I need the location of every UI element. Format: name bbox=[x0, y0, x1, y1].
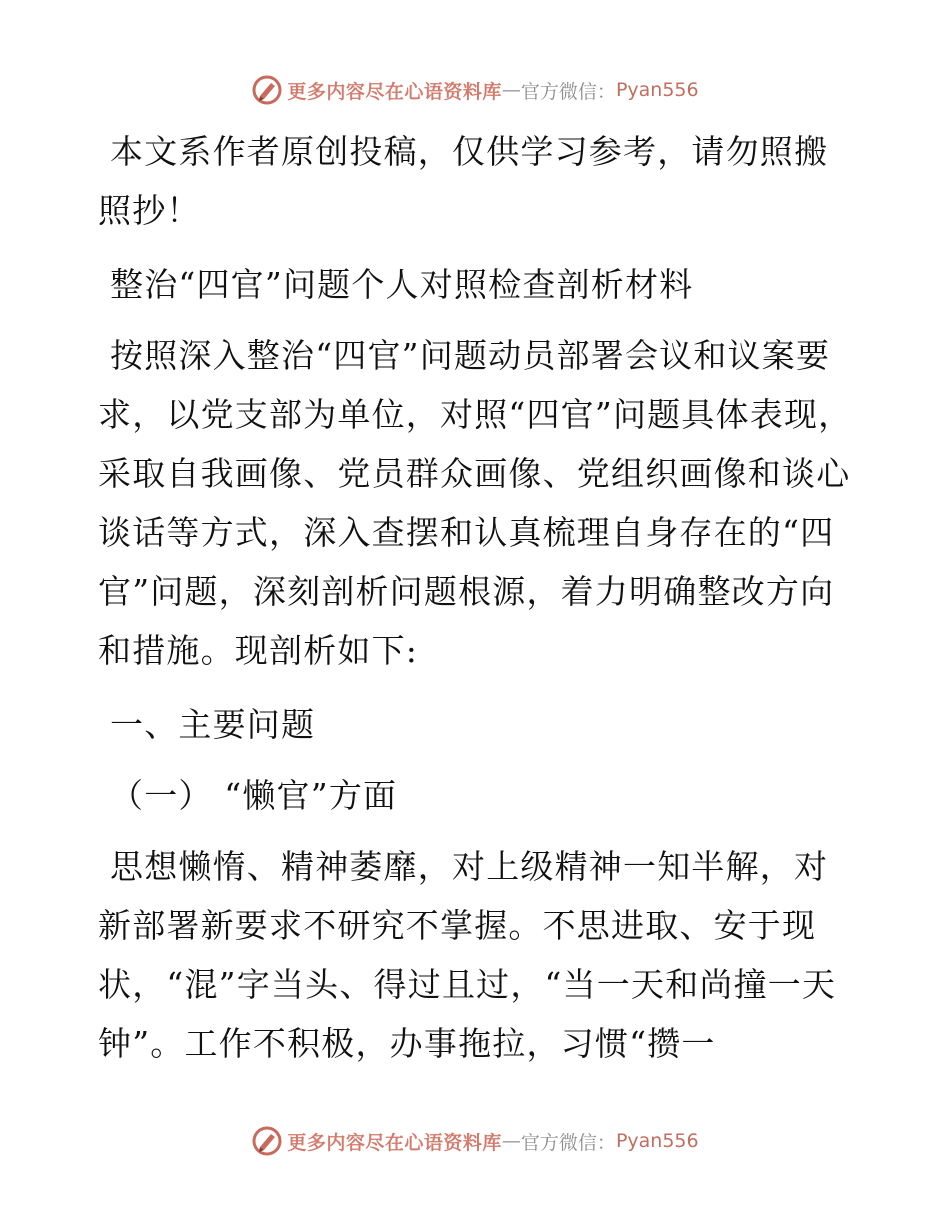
watermark-dash: — bbox=[501, 1130, 521, 1152]
subsection-heading: （一） “懒官”方面 bbox=[110, 776, 398, 815]
watermark-dash: — bbox=[501, 79, 521, 101]
watermark-account: Pyan556 bbox=[615, 1130, 699, 1152]
watermark-brand: 更多内容尽在心语资料库 bbox=[287, 80, 502, 103]
document-body bbox=[98, 122, 858, 1088]
body-paragraph: 思想懒惰、精神萎靡，对上级精神一知半解，对新部署新要求不研究不掌握。不思进取、安于现状，“混”字当头、得过且过，“当一天和尚撞一天钟”。工作不积极，办事拖拉，习惯“攒一 bbox=[98, 847, 837, 1063]
copyright-notice: 本文系作者原创投稿，仅供学习参考，请勿照搬照抄！ bbox=[98, 132, 829, 230]
watermark-official-label: 官方微信： bbox=[520, 80, 616, 103]
pen-nib-circle-icon bbox=[251, 74, 283, 106]
watermark-header bbox=[0, 70, 950, 110]
section-heading: 一、主要问题 bbox=[110, 705, 316, 744]
intro-paragraph: 按照深入整治“四官”问题动员部署会议和议案要求，以党支部为单位，对照“四官”问题具体表现，采取自我画像、党员群众画像、党组织画像和谈心谈话等方式，深入查摆和认真梳理自身存在的“四官”问题，深刻剖析问题根源，着力明确整改方向和措施。现剖析如下: bbox=[98, 336, 853, 670]
document-title: 整治“四官”问题个人对照检查剖析材料 bbox=[110, 265, 694, 304]
watermark-footer bbox=[0, 1121, 950, 1161]
watermark-account: Pyan556 bbox=[615, 79, 699, 101]
watermark-brand: 更多内容尽在心语资料库 bbox=[287, 1131, 502, 1154]
pen-nib-circle-icon bbox=[251, 1125, 283, 1157]
watermark-official-label: 官方微信： bbox=[520, 1131, 616, 1154]
